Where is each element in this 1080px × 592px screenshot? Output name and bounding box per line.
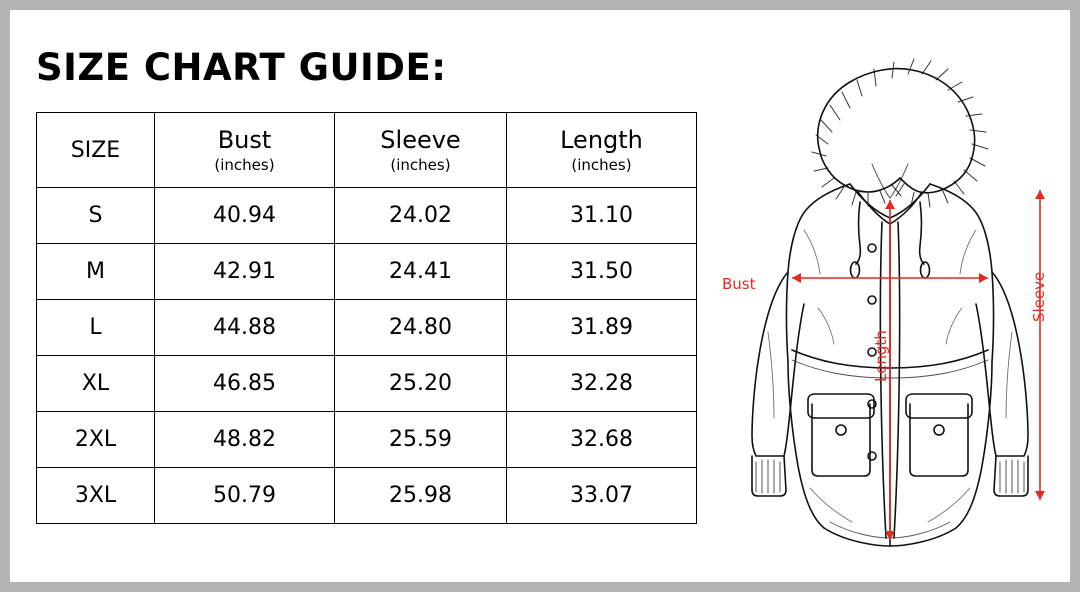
parka-line-drawing <box>700 32 1060 572</box>
cell-bust: 48.82 <box>155 412 335 468</box>
column-header-sleeve-label: Sleeve <box>380 126 461 154</box>
cell-length: 31.10 <box>507 188 697 244</box>
cell-size: XL <box>37 356 155 412</box>
column-header-sleeve-unit: (inches) <box>390 156 451 174</box>
cell-size: 2XL <box>37 412 155 468</box>
cell-sleeve: 24.02 <box>335 188 507 244</box>
column-header-bust <box>155 113 335 188</box>
size-chart-table <box>36 112 697 524</box>
measurement-arrows <box>792 190 1045 540</box>
table-body <box>37 188 697 524</box>
table-row <box>37 468 697 524</box>
garment-illustration <box>700 32 1060 572</box>
column-header-sleeve <box>335 113 507 188</box>
cell-bust: 46.85 <box>155 356 335 412</box>
column-header-length <box>507 113 697 188</box>
cell-sleeve: 25.59 <box>335 412 507 468</box>
column-header-size-label: SIZE <box>70 137 121 163</box>
measure-label-length: Length <box>872 330 890 382</box>
table-row <box>37 244 697 300</box>
table-header <box>37 113 697 188</box>
table-row <box>37 188 697 244</box>
page-title: SIZE CHART GUIDE: <box>36 46 447 89</box>
cell-size: S <box>37 188 155 244</box>
column-header-length-unit: (inches) <box>571 156 632 174</box>
cell-size: M <box>37 244 155 300</box>
cell-length: 31.89 <box>507 300 697 356</box>
cell-length: 32.68 <box>507 412 697 468</box>
size-chart-table-wrap <box>36 112 696 524</box>
cell-length: 33.07 <box>507 468 697 524</box>
cell-bust: 44.88 <box>155 300 335 356</box>
cell-bust: 50.79 <box>155 468 335 524</box>
table-row <box>37 300 697 356</box>
measure-label-bust: Bust <box>722 275 756 293</box>
cell-size: L <box>37 300 155 356</box>
column-header-bust-unit: (inches) <box>214 156 275 174</box>
column-header-bust-label: Bust <box>217 126 272 154</box>
cell-sleeve: 24.41 <box>335 244 507 300</box>
cell-sleeve: 25.20 <box>335 356 507 412</box>
cell-sleeve: 24.80 <box>335 300 507 356</box>
cell-bust: 40.94 <box>155 188 335 244</box>
cell-length: 32.28 <box>507 356 697 412</box>
size-chart-sheet <box>10 10 1070 582</box>
column-header-length-label: Length <box>560 126 643 154</box>
column-header-size <box>37 113 155 188</box>
measure-label-sleeve: Sleeve <box>1030 271 1048 322</box>
cell-bust: 42.91 <box>155 244 335 300</box>
cell-size: 3XL <box>37 468 155 524</box>
cell-sleeve: 25.98 <box>335 468 507 524</box>
table-header-row <box>37 113 697 188</box>
table-row <box>37 412 697 468</box>
cell-length: 31.50 <box>507 244 697 300</box>
table-row <box>37 356 697 412</box>
